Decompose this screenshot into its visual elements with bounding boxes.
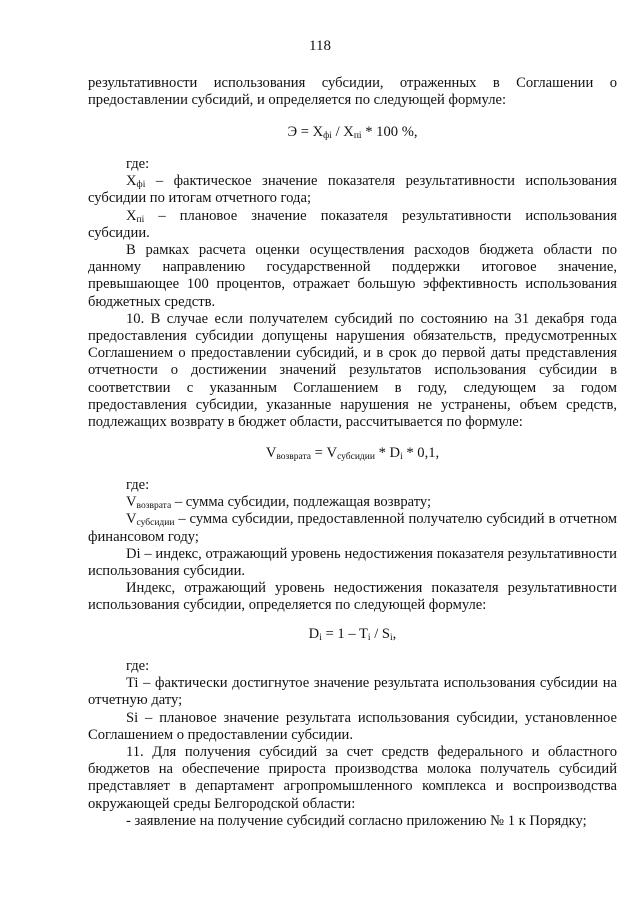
definitions-block-3 <box>88 658 617 830</box>
where-label: где: <box>126 156 150 172</box>
definition-di: Di – индекс, отражающий уровень недостижения показателя результативности использования субсидии. <box>88 545 617 580</box>
page-number: 118 <box>309 38 331 54</box>
definitions-block-2 <box>88 477 617 615</box>
definition-x-fact: $Х_{фi}$ – фактическое значение показателя результативности использования субсидии по итогам отчетного года; <box>88 173 617 207</box>
paragraph-formula-intro <box>88 75 617 109</box>
definitions-block-1 <box>88 156 617 431</box>
where-label: где: <box>126 477 150 493</box>
definition-x-plan: $Х_{пi}$ – плановое значение показателя результативности использования субсидии. <box>88 207 617 241</box>
list-item-application: - заявление на получение субсидий согласно приложению № 1 к Порядку; <box>126 812 587 829</box>
definition-v-refund: $V_{возврата}$ – сумма субсидии, подлежащая возврату; <box>126 494 432 512</box>
paragraph-10: 10. В случае если получателем субсидий по состоянию на 31 декабря года предоставления субсидии допущены нарушения обязательств, предусмотренных Соглашением о предоставлении субсидий, и в срок до первой даты представления отчетности о достижении значений результатов использования субсидии в соответствии с указанным Соглашением в году, следующем за годом предоставления субсидии, указанные нарушения не устранены, объем средств, подлежащих возврату в бюджет области, рассчитывается по формуле: <box>88 310 617 431</box>
paragraph-11: 11. Для получения субсидий за счет средств федерального и областного бюджетов на обеспечение прироста производства молока получатель субсидий представляет в департамент агропромышленного комплекса и воспроизводства окружающей среды Белгородской области: <box>88 744 617 812</box>
definition-ti: Ti – фактически достигнутое значение результата использования субсидии на отчетную дату; <box>88 675 617 709</box>
paragraph-index-intro: Индекс, отражающий уровень недостижения показателя результативности использования субсидии, определяется по следующей формуле: <box>88 580 617 614</box>
formula-refund: $V_{возврата} = V_{субсидии} * D_i * 0,1$, <box>265 445 440 462</box>
formula-index: $D_i = 1 - T_i / S_i$, <box>308 626 397 643</box>
where-label: где: <box>126 658 150 674</box>
text-paragraph: результативности использования субсидии, отраженных в Соглашении о предоставлении субсидий, и определяется по следующей формуле: <box>88 75 617 109</box>
paragraph-efficiency-note: В рамках расчета оценки осуществления расходов бюджета области по данному направлению государственной поддержки итоговое значение, превышающее 100 процентов, отражает большую эффективность использования бюджетных средств. <box>88 242 617 310</box>
definition-si: Si – плановое значение результата использования субсидии, установленное Соглашением о предоставлении субсидии. <box>88 709 617 743</box>
definition-v-subsidy: $V_{субсидии}$ – сумма субсидии, предоставленной получателю субсидий в отчетном финансовом году; <box>88 511 617 545</box>
formula-efficiency: $Э = Х_{фi} / Х_{пi} * 100$ %, <box>287 124 418 141</box>
